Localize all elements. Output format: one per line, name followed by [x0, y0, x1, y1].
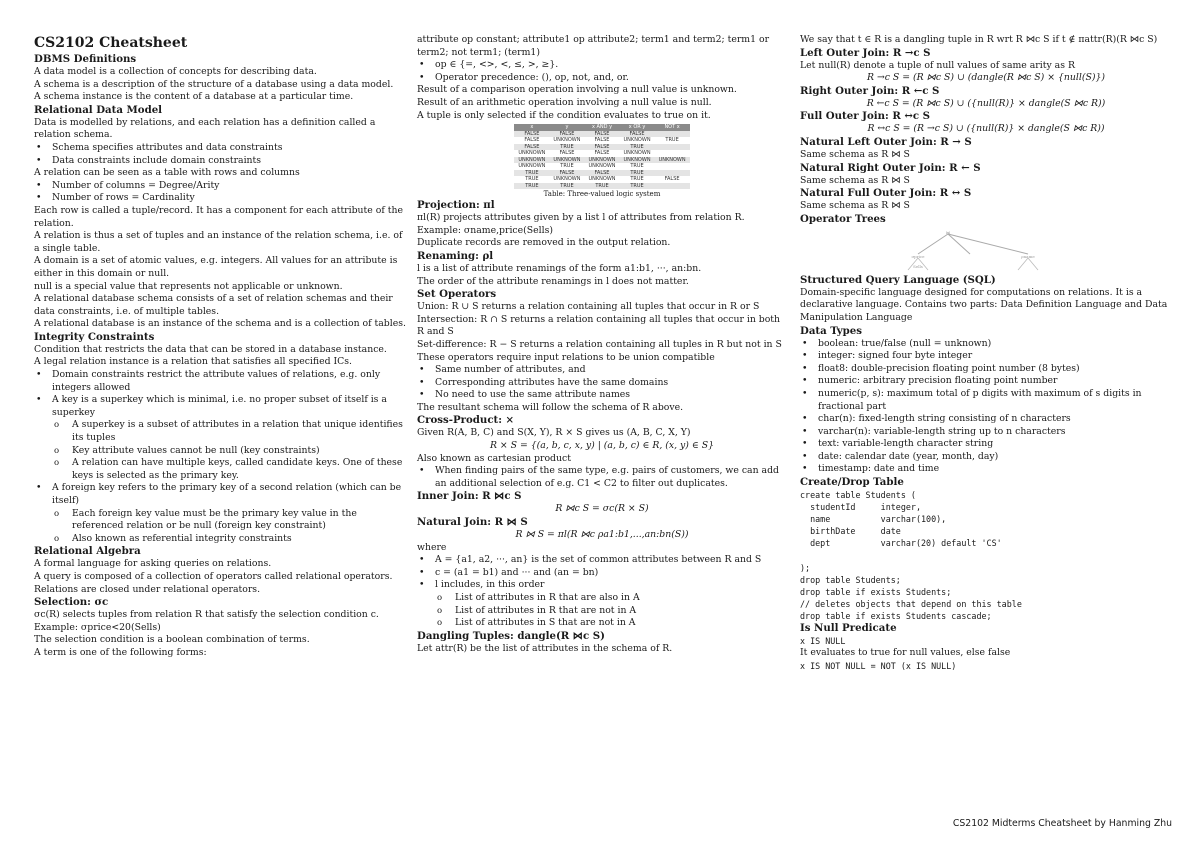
logic-table-cell: FALSE	[524, 137, 540, 144]
logic-table-header: x OR y	[620, 124, 655, 131]
column-3-bottom	[800, 274, 1172, 672]
formula: R ←c S = (R ⋈c S) ∪ ({null(R)} × dangle(S ⋈c R))	[866, 97, 1106, 109]
paragraph: Result of an arithmetic operation involving a null value is null.	[417, 96, 712, 108]
column-2-bottom	[417, 199, 787, 655]
paragraph: A legal relation instance is a relation that satisfies all specified ICs.	[34, 356, 353, 368]
sub-bullet-item: o Each foreign key value must be the primary key value in the referenced relation or be null (foreign key constraint)	[34, 508, 406, 533]
bullet-item: • Number of rows = Cardinality	[34, 192, 406, 205]
sub-bullet-item: o List of attributes in R that are not in A	[417, 605, 787, 618]
bullet-item: • boolean: true/false (null = unknown)	[800, 338, 1172, 351]
logic-table-cell: FALSE	[559, 150, 575, 157]
paragraph: Same schema as R ⋈ S	[800, 174, 910, 186]
paragraph: Data is modelled by relations, and each relation has a definition called a relation schema.	[34, 116, 376, 141]
logic-table-cell: TRUE	[630, 163, 644, 170]
paragraph: A formal language for asking queries on relations.	[34, 558, 272, 570]
bullet-item: • integer: signed four byte integer	[800, 350, 1172, 363]
section-heading: Relational Algebra	[34, 545, 141, 558]
bullet-item: • text: variable-length character string	[800, 438, 1172, 451]
section-heading: Integrity Constraints	[34, 330, 155, 343]
logic-table-cell: UNKNOWN	[514, 157, 549, 164]
bullet-item: • float8: double-precision floating point number (8 bytes)	[800, 363, 1172, 376]
tree-node-1: σprice	[911, 253, 925, 259]
section-heading: Projection: πl	[417, 199, 495, 212]
section-heading: Selection: σc	[34, 596, 109, 609]
logic-table-cell: FALSE	[514, 144, 549, 151]
sub-bullet-item: o A relation can have multiple keys, called candidate keys. One of these keys is selected as the primary key.	[34, 457, 406, 482]
logic-table-cell: FALSE	[594, 137, 610, 144]
logic-table-cell: TRUE	[620, 183, 655, 190]
logic-table-cell: TRUE	[630, 176, 644, 183]
section-heading: Natural Full Outer Join: R ↔ S	[800, 187, 972, 200]
section-heading: Set Operators	[417, 288, 497, 301]
bullet-item: • Corresponding attributes have the same domains	[417, 377, 787, 390]
sub-bullet-item: o A superkey is a subset of attributes in a relation that unique identifies its tuples	[34, 419, 406, 444]
paragraph: A query is composed of a collection of operators called relational operators. Relations are closed under relational operators.	[34, 570, 393, 595]
paragraph: where	[417, 541, 447, 553]
section-heading: Relational Data Model	[34, 103, 163, 116]
section-heading: DBMS Definitions	[34, 53, 137, 65]
section-heading: Data Types	[800, 324, 863, 337]
logic-table-cell: UNKNOWN	[518, 150, 546, 157]
logic-table-cell: FALSE	[620, 131, 655, 138]
formula: R ↔c S = (R →c S) ∪ ({null(R)} × dangle(S ⋈c R))	[867, 123, 1105, 135]
paragraph: The order of the attribute renamings in l does not matter.	[417, 275, 689, 287]
column-2-top	[417, 34, 787, 122]
bullet-item: • c = (a1 = b1) and ··· and (an = bn)	[417, 567, 787, 580]
paragraph: null is a special value that represents not applicable or unknown.	[34, 280, 343, 292]
paragraph: Intersection: R ∩ S returns a relation containing all tuples that occur in both R and S	[417, 313, 781, 338]
logic-table-cell: TRUE	[560, 163, 574, 170]
bullet-item: • A foreign key refers to the primary key of a second relation (which can be itself)	[34, 482, 406, 507]
section-heading: Renaming: ρl	[417, 249, 494, 262]
paragraph: Given R(A, B, C) and S(X, Y), R × S gives us (A, B, C, X, Y)	[417, 427, 691, 439]
paragraph: Set-difference: R − S returns a relation containing all tuples in R but not in S	[417, 338, 782, 350]
logic-table-cell: UNKNOWN	[623, 150, 651, 157]
section-heading: Full Outer Join: R ↔c S	[800, 110, 930, 123]
paragraph: Condition that restricts the data that can be stored in a database instance.	[34, 343, 387, 355]
bullet-item: • Schema specifies attributes and data constraints	[34, 142, 406, 155]
paragraph: We say that t ∈ R is a dangling tuple in R wrt R ⋈c S if t ∉ πattr(R)(R ⋈c S)	[800, 34, 1158, 45]
bullet-item: • No need to use the same attribute names	[417, 389, 787, 402]
paragraph: A domain is a set of atomic values, e.g. integers. All values for an attribute is either in this domain or null.	[34, 255, 398, 279]
paragraph: Domain-specific language designed for computations on relations. It is a declarative language. Contains two parts: Data Definition Language and Data Manipulation Language	[800, 286, 1168, 323]
paragraph: Same schema as R ⋈ S	[800, 148, 910, 160]
logic-table-cell: FALSE	[549, 131, 584, 138]
logic-table-cell: TRUE	[584, 183, 619, 190]
paragraph: Example: σname,price(Sells)	[417, 224, 553, 236]
formula: R ⋈ S = πl(R ⋈c ρa1:b1,...,an:bn(S))	[515, 529, 689, 541]
paragraph: Example: σprice<20(Sells)	[34, 621, 161, 633]
logic-table-cell: UNKNOWN	[518, 163, 546, 170]
paragraph: A schema instance is the content of a database at a particular time.	[34, 91, 354, 103]
paragraph: The resultant schema will follow the schema of R above.	[417, 401, 684, 413]
paragraph: A relation can be seen as a table with rows and columns	[34, 167, 300, 179]
code-block: x IS NOT NULL = NOT (x IS NULL)	[800, 660, 957, 671]
section-heading: Natural Left Outer Join: R → S	[800, 135, 972, 148]
section-heading: Right Outer Join: R ←c S	[800, 84, 940, 97]
paragraph: A tuple is only selected if the condition evaluates to true on it.	[417, 109, 711, 121]
bullet-item: • date: calendar date (year, month, day)	[800, 451, 1172, 464]
logic-table-cell: TRUE	[525, 176, 539, 183]
bullet-item: • Operator precedence: (), op, not, and, or.	[417, 72, 787, 85]
section-heading: Operator Trees	[800, 212, 886, 225]
paragraph: A data model is a collection of concepts for describing data.	[34, 66, 317, 77]
three-valued-logic-table	[514, 124, 689, 189]
bullet-item: • numeric(p, s): maximum total of p digits with maximum of s digits in fractional part	[800, 388, 1172, 413]
paragraph: πl(R) projects attributes given by a list l of attributes from relation R.	[417, 212, 745, 224]
tree-node-2: Sells	[913, 263, 923, 269]
logic-table-cell: UNKNOWN	[623, 137, 651, 144]
sub-bullet-item: o List of attributes in R that are also in A	[417, 592, 787, 605]
paragraph: A term is one of the following forms:	[34, 646, 207, 658]
tree-node-3: ρname	[1021, 253, 1035, 259]
logic-table-caption: Table: Three-valued logic system	[543, 190, 661, 199]
code-block: create table Students ( studentId integer, name varchar(100), birthDate date dept varchar(20) default 'CS' ); drop table Students; drop table if exists Students; // deletes objects that depend on this table drop table if exists Students cascade;	[800, 490, 1022, 621]
bullet-item: • Number of columns = Degree/Arity	[34, 180, 406, 193]
bullet-item: • varchar(n): variable-length string up to n characters	[800, 426, 1172, 439]
logic-table-cell: UNKNOWN	[553, 137, 581, 144]
logic-table-cell: TRUE	[620, 144, 655, 151]
sub-bullet-item: o Key attribute values cannot be null (key constraints)	[34, 445, 406, 458]
bullet-item: • Domain constraints restrict the attribute values of relations, e.g. only integers allowed	[34, 369, 406, 394]
paragraph: A relational database schema consists of a set of relation schemas and their data constraints, i.e. of multiple tables.	[34, 293, 393, 317]
paragraph: Let null(R) denote a tuple of null values of same arity as R	[800, 59, 1075, 71]
paragraph: Union: R ∪ S returns a relation containing all tuples that occur in R or S	[417, 301, 760, 313]
operator-tree-diagram	[800, 230, 1172, 274]
bullet-item: • Data constraints include domain constraints	[34, 155, 406, 168]
paragraph: The selection condition is a boolean combination of terms.	[34, 634, 310, 646]
column-3-top	[800, 34, 1172, 226]
logic-table-cell: TRUE	[665, 137, 679, 144]
logic-table-cell: TRUE	[620, 170, 655, 177]
bullet-item: • l includes, in this order	[417, 579, 787, 592]
logic-table-cell: FALSE	[584, 170, 619, 177]
logic-table-cell: UNKNOWN	[553, 176, 581, 183]
bullet-item: • timestamp: date and time	[800, 463, 1172, 476]
section-heading: Left Outer Join: R →c S	[800, 46, 931, 59]
paragraph: A schema is a description of the structure of a database using a data model.	[34, 78, 394, 90]
section-heading: Natural Right Outer Join: R ← S	[800, 161, 981, 174]
formula: R ⋈c S = σc(R × S)	[555, 503, 649, 515]
sub-bullet-item: o List of attributes in S that are not in A	[417, 617, 787, 630]
paragraph: l is a list of attribute renamings of the form a1:b1, ···, an:bn.	[417, 262, 702, 274]
paragraph: These operators require input relations to be union compatible	[417, 351, 715, 363]
section-heading: Natural Join: R ⋈ S	[417, 516, 528, 529]
section-heading: Is Null Predicate	[800, 622, 897, 635]
logic-table-cell: TRUE	[514, 183, 549, 190]
paragraph: attribute op constant; attribute1 op attribute2; term1 and term2; term1 or term2; not term1; (term1)	[417, 34, 770, 58]
logic-table-header: x AND y	[584, 124, 619, 131]
section-heading: Structured Query Language (SQL)	[800, 273, 996, 286]
logic-table-cell: FALSE	[594, 150, 610, 157]
section-heading: Dangling Tuples: dangle(R ⋈c S)	[417, 629, 605, 642]
bullet-item: • When finding pairs of the same type, e.g. pairs of customers, we can add an additional selection of e.g. C1 < C2 to filter out duplicates.	[417, 465, 787, 490]
formula: R →c S = (R ⋈c S) ∪ (dangle(R ⋈c S) × {null(S)})	[867, 72, 1105, 84]
logic-table-cell: UNKNOWN	[620, 157, 655, 164]
logic-table-cell: UNKNOWN	[549, 157, 584, 164]
formula: R × S = {(a, b, c, x, y) | (a, b, c) ∈ R, (x, y) ∈ S}	[489, 440, 715, 452]
logic-table-cell: FALSE	[549, 170, 584, 177]
code-block: x IS NULL	[800, 636, 846, 647]
logic-table-cell: UNKNOWN	[588, 176, 616, 183]
logic-table-cell: FALSE	[584, 144, 619, 151]
paragraph: Same schema as R ⋈ S	[800, 200, 910, 212]
bullet-item: • A key is a superkey which is minimal, i.e. no proper subset of itself is a superkey	[34, 394, 406, 419]
sub-bullet-item: o Also known as referential integrity constraints	[34, 533, 406, 546]
logic-table-cell: FALSE	[514, 131, 549, 138]
section-heading: Create/Drop Table	[800, 476, 904, 489]
bullet-item: • A = {a1, a2, ···, an} is the set of common attributes between R and S	[417, 554, 787, 567]
paragraph: It evaluates to true for null values, else false	[800, 647, 1011, 659]
logic-table-header: x	[514, 124, 549, 131]
footer-credit: CS2102 Midterms Cheatsheet by Hanming Zhu	[952, 818, 1172, 829]
logic-table-cell: UNKNOWN	[588, 163, 616, 170]
logic-table-cell: FALSE	[664, 176, 680, 183]
paragraph: Duplicate records are removed in the output relation.	[417, 237, 671, 249]
bullet-item: • numeric: arbitrary precision floating point number	[800, 375, 1172, 388]
logic-table-header: y	[549, 124, 584, 131]
tree-root: ⋈	[946, 229, 950, 235]
logic-table-cell: UNKNOWN	[655, 157, 690, 164]
logic-table-cell: FALSE	[584, 131, 619, 138]
logic-table-cell: TRUE	[549, 183, 584, 190]
section-heading: Cross-Product: ×	[417, 414, 515, 427]
bullet-item: • Same number of attributes, and	[417, 364, 787, 377]
paragraph: Each row is called a tuple/record. It has a component for each attribute of the relation.	[34, 204, 403, 229]
column-2	[417, 34, 787, 655]
bullet-item: • char(n): fixed-length string consisting of n characters	[800, 413, 1172, 426]
column-3	[800, 34, 1172, 672]
paragraph: σc(R) selects tuples from relation R that satisfy the selection condition c.	[34, 609, 379, 621]
sheet-title: CS2102 Cheatsheet	[34, 35, 188, 51]
logic-table-cell: UNKNOWN	[584, 157, 619, 164]
paragraph: Also known as cartesian product	[417, 452, 571, 464]
paragraph: A relation is thus a set of tuples and an instance of the relation schema, i.e. of a single table.	[34, 230, 403, 254]
paragraph: Let attr(R) be the list of attributes in the schema of R.	[417, 642, 673, 654]
section-heading: Inner Join: R ⋈c S	[417, 490, 522, 503]
column-1	[34, 34, 406, 660]
logic-table-header: NOT x	[655, 124, 690, 131]
three-valued-logic-table-wrap	[417, 124, 787, 199]
bullet-item: • op ∈ {=, <>, <, ≤, >, ≥}.	[417, 59, 787, 72]
paragraph: A relational database is an instance of the schema and is a collection of tables.	[34, 318, 406, 330]
logic-table-cell: TRUE	[514, 170, 549, 177]
logic-table-cell: TRUE	[549, 144, 584, 151]
paragraph: Result of a comparison operation involving a null value is unknown.	[417, 84, 737, 96]
